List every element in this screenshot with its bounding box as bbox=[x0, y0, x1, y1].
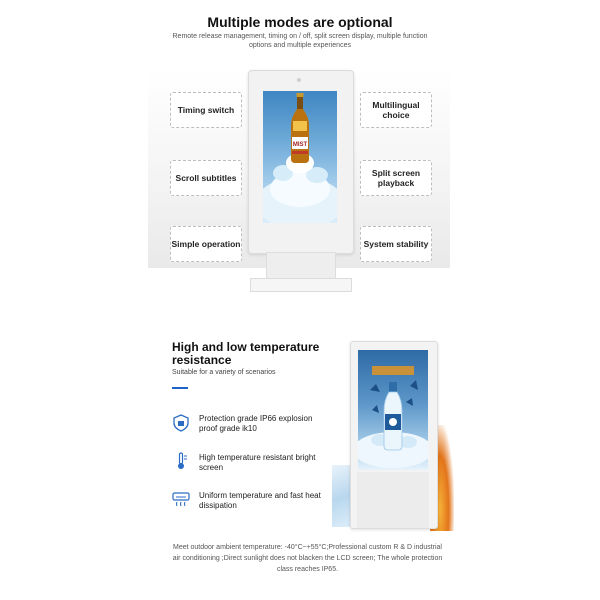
feature-multilingual-choice bbox=[360, 92, 432, 128]
section-subtitle-temperature: Suitable for a variety of scenarios bbox=[172, 369, 276, 376]
feature-label: Simple operation bbox=[171, 239, 241, 249]
feature-label: System stability bbox=[363, 239, 429, 249]
feature-label: Scroll subtitles bbox=[175, 173, 237, 183]
feature-scroll-subtitles bbox=[170, 160, 242, 196]
kiosk-base bbox=[250, 278, 352, 292]
kiosk-lower-cabinet bbox=[357, 472, 429, 528]
thermometer-icon bbox=[172, 452, 190, 470]
feature-label: Multilingual choice bbox=[372, 100, 420, 120]
section-subtitle-modes: Remote release management, timing on / off, split screen display, multiple function options and multiple experiences bbox=[172, 33, 428, 49]
footer-description: Meet outdoor ambient temperature: -40°C~+55°C;Professional custom R & D industrial air conditioning ;Direct sunlight does not blacken the LCD screen; The whole protection class reaches IP65. bbox=[172, 544, 443, 573]
bottle-label-text: MIST bbox=[292, 142, 308, 148]
kiosk-camera bbox=[297, 78, 301, 82]
section-title-modes: Multiple modes are optional bbox=[207, 14, 393, 30]
feature-system-stability bbox=[360, 226, 432, 262]
water-bottle-image bbox=[358, 350, 428, 470]
feature-protection-grade: Protection grade IP66 explosion proof grade ik10 bbox=[199, 414, 313, 433]
shield-icon bbox=[172, 414, 190, 432]
feature-timing-switch bbox=[170, 92, 242, 128]
feature-split-screen-playback bbox=[360, 160, 432, 196]
kiosk-screen-water bbox=[358, 350, 428, 470]
feature-heat-dissipation: Uniform temperature and fast heat dissipation bbox=[199, 491, 321, 510]
kiosk-screen-beer bbox=[263, 91, 337, 223]
beer-splash-image bbox=[263, 91, 337, 223]
feature-high-temperature: High temperature resistant bright screen bbox=[199, 453, 316, 472]
feature-label: Timing switch bbox=[177, 105, 235, 115]
air-conditioner-icon bbox=[172, 490, 190, 508]
feature-label: Split screen playback bbox=[371, 168, 421, 188]
accent-divider bbox=[172, 387, 188, 389]
feature-simple-operation bbox=[170, 226, 242, 262]
section-title-temperature: High and low temperature resistance bbox=[172, 340, 320, 367]
